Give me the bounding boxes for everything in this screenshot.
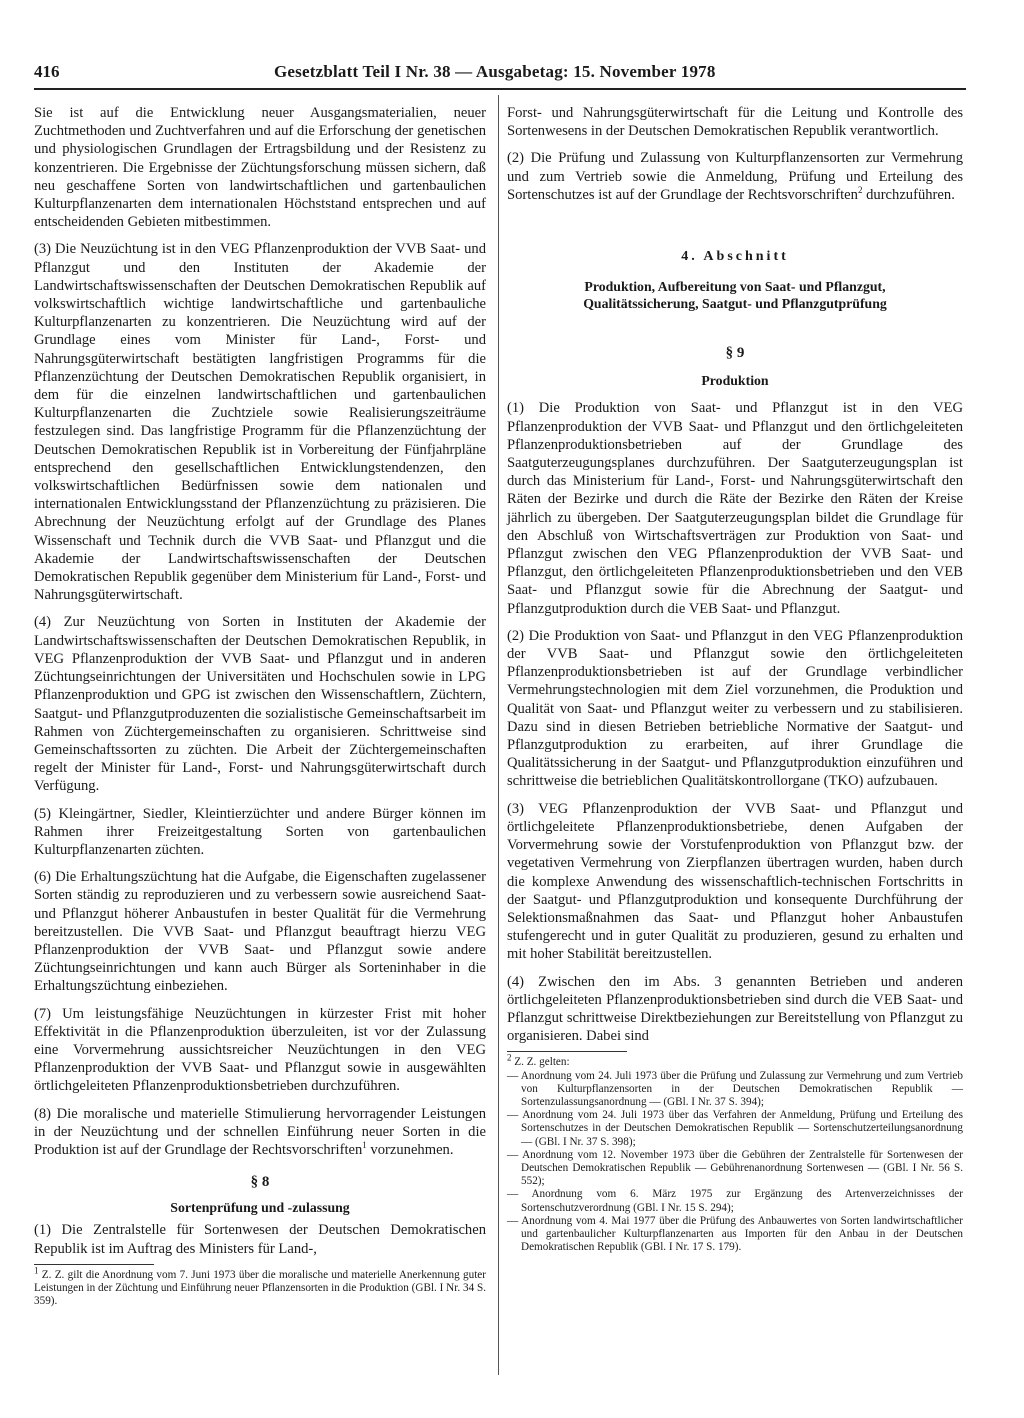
paragraph-2-text: (2) Die Prüfung und Zulassung von Kulturpflanzensorten zur Vermehrung und zum Vertrieb sowie die Anmeldung, Prüfung und Erteilung des Sortenschutzes ist auf der Grundlage der Rechtsvorschriften: [507, 150, 963, 203]
left-column: [34, 104, 486, 1308]
paragraph: (1) Die Zentralstelle für Sortenwesen der Deutschen Demokratischen Republik ist im Auftrag des Ministers für Land-,: [34, 1222, 486, 1257]
paragraph: (2) Die Produktion von Saat- und Pflanzgut in den VEG Pflanzenproduktion der VVB Saat- und Pflanzgut sowie den örtlichgeleiteten Pflanzenproduktionsbetrieben ist auf der Grundlage verbindlicher Vermehrungstechnologien mit dem Ziel vorzunehmen, die Produktion und Qualität von Saat- und Pflanzgut weiter zu verbessern und zu stabilisieren. Dazu sind in diesen Betrieben betriebliche Normative der Saatgut- und Pflanzgutproduktion zu erarbeiten, auf ihrer Grundlage die Qualitätssicherung in der Saatgut- und Pflanzgutproduktion einzuführen und schrittweise die betrieblichen Qualitätskontrollorgane (TKO) aufzubauen.: [507, 627, 963, 790]
paragraph: (4) Zwischen den im Abs. 3 genannten Betrieben und anderen örtlichgeleiteten Pflanzenproduktionsbetrieben sind durch die VEB Saat- und Pflanzgut schrittweise Direktbeziehungen zur Bereitstellung von Pflanzgut zu organisieren. Dabei sind: [507, 973, 963, 1045]
section-8-number: § 8: [250, 1174, 270, 1191]
section-8-title: Sortenprüfung und -zulassung: [170, 1200, 350, 1216]
footnote-list-item: — Anordnung vom 4. Mai 1977 über die Prüfung des Anbauwertes von Sorten landwirtschaftlicher und gartenbaulicher Kulturpflanzenarten aus Importen für den Anbau in der Deutschen Demokratischen Republik (GBl. I Nr. 17 S. 179).: [507, 1214, 963, 1254]
paragraph: (4) Zur Neuzüchtung von Sorten in Instituten der Akademie der Landwirtschaftswissenschaften der Deutschen Demokratischen Republik, in VEG Pflanzenproduktion der VVB Saat- und Pflanzgut und in anderen Züchtungseinrichtungen der Universitäten und Hochschulen sowie in LPG Pflanzenproduktion und GPG ist zwischen den Wissenschaftlern, Züchtern, Saatgut- und Pflanzgutproduzenten die sozialistische Gemeinschaftsarbeit im Rahmen von Züchtergemeinschaften zu organisieren. Schrittweise sind Gemeinschaftssorten zu züchten. Die Arbeit der Züchtergemeinschaften regelt der Minister für Land-, Forst- und Nahrungsgüterwirtschaft durch Verfügung.: [34, 614, 486, 795]
page-number: 416: [34, 62, 60, 81]
right-column: [507, 104, 963, 1254]
paragraph-8-end: vorzunehmen.: [366, 1141, 454, 1158]
column-divider: [498, 95, 499, 1375]
section-9-number: § 9: [725, 345, 745, 362]
paragraph: (7) Um leistungsfähige Neuzüchtungen in kürzester Frist mit hoher Effektivität in die Pflanzenproduktion überzuleiten, ist vor der Zulassung eine Vorvermehrung aussichtsreicher Neuzüchtungen in den VEG Pflanzenproduktion der VVB Saat- und Pflanzgut sowie in ausgewählten örtlichgeleiteten Pflanzenproduktionsbetrieben durchzuführen.: [34, 1005, 486, 1095]
paragraph-2-end: durchzuführen.: [862, 186, 955, 203]
footnote-marker: 2: [507, 1052, 512, 1063]
page-header: [34, 62, 992, 88]
footnote-list-item: — Anordnung vom 6. März 1975 zur Ergänzung des Artenverzeichnisses der Sortenschutzverordnung (GBl. I Nr. 15 S. 294);: [507, 1188, 963, 1214]
paragraph: (6) Die Erhaltungszüchtung hat die Aufgabe, die Eigenschaften zugelassener Sorten ständig zu reproduzieren und zu verbessern sowie ausreichend Saat- und Pflanzgut höherer Anbaustufen in bester Qualität für die Vermehrung bereitzustellen. Die VVB Saat- und Pflanzgut beauftragt hierzu VEG Pflanzenproduktion der VVB Saat- und Pflanzgut sowie andere Züchtungseinrichtungen und kann auch Bürger als Sorteninhaber in die Erhaltungszüchtung einbeziehen.: [34, 869, 486, 995]
footnote-1: [34, 1265, 486, 1309]
section-9-title: Produktion: [701, 373, 769, 389]
paragraph-2: [507, 149, 963, 204]
paragraph-8-text: (8) Die moralische und materielle Stimulierung hervorragender Leistungen in der Neuzüchtung und der schnellen Einführung neuer Sorten in die Produktion ist auf der Grundlage der Rechtsvorschriften: [34, 1105, 486, 1158]
footnote-ref-1: 1: [362, 1140, 367, 1151]
footnote-2-intro-text: Z. Z. gelten:: [511, 1056, 570, 1069]
chapter-label: 4. Abschnitt: [681, 249, 789, 265]
gazette-title: Gesetzblatt Teil I Nr. 38 — Ausgabetag: 15. November 1978: [274, 62, 716, 81]
footnote-list-item: — Anordnung vom 24. Juli 1973 über die Prüfung und Zulassung zur Vermehrung und zum Vertrieb von Kulturpflanzensorten in der Deutschen Demokratischen Republik — Sortenzulassungsanordnung — (GBl. I Nr. 37 S. 394);: [507, 1069, 963, 1108]
paragraph: Forst- und Nahrungsgüterwirtschaft für die Leitung und Kontrolle des Sortenwesens in der Deutschen Demokratischen Republik verantwortlich.: [507, 105, 963, 140]
paragraph: (1) Die Produktion von Saat- und Pflanzgut ist in den VEG Pflanzenproduktion der VVB Saat- und Pflanzgut und den örtlichgeleiteten Pflanzenproduktionsbetrieben auf der Grundlage des Saatguterzeugungsplanes durchzuführen. Der Saatguterzeugungsplan ist durch das Ministerium für Land-, Forst- und Nahrungsgüterwirtschaft den Räten der Bezirke und durch die Räte der Bezirke den Räten der Kreise jährlich zu übergeben. Der Saatguterzeugungsplan bildet die Grundlage für den Abschluß von Wirtschaftsverträgen zur Produktion von Saat- und Pflanzgut zwischen den VEG Pflanzenproduktion der VVB Saat- und Pflanzgut, den örtlichgeleiteten Pflanzenproduktionsbetrieben und den VEB Saat- und Pflanzgut sowie für die Abrechnung der Saatgut- und Pflanzgutproduktion durch die VEB Saat- und Pflanzgut.: [507, 400, 963, 617]
paragraph: (5) Kleingärtner, Siedler, Kleintierzüchter und andere Bürger können im Rahmen ihrer Freizeitgestaltung Sorten von gartenbaulichen Kulturpflanzenarten züchten.: [34, 805, 486, 858]
footnote-marker: 1: [34, 1265, 39, 1276]
paragraph: (3) VEG Pflanzenproduktion der VVB Saat- und Pflanzgut und örtlichgeleitete Pflanzenproduktionsbetriebe, denen Aufgaben der Vorvermehrung sowie der Vorstufenproduktion von Pflanzgut bzw. der vegetativen Vermehrung von Zierpflanzen übertragen wurden, haben durch die komplexe Anwendung des wissenschaftlich-technischen Fortschritts in der Saatgut- und Pflanzgutproduktion und konsequente Durchführung der Selektionsmaßnahmen das Saat- und Pflanzgut hoher Anbaustufen stufengerecht und in guter Qualität zu produzieren, gesund zu erhalten und mit hoher Stabilität bereitzustellen.: [507, 800, 963, 963]
paragraph-8: [34, 1105, 486, 1160]
footnote-list-item: — Anordnung vom 24. Juli 1973 über das Verfahren der Anmeldung, Prüfung und Erteilung des Sortenschutzes in der Deutschen Demokratischen Republik — Sortenschutzerteilungsanordnung — (GBl. I Nr. 37 S. 398);: [507, 1109, 963, 1148]
paragraph: (3) Die Neuzüchtung ist in den VEG Pflanzenproduktion der VVB Saat- und Pflanzgut und den Instituten der Akademie der Landwirtschaftswissenschaften der Deutschen Demokratischen Republik auf volkswirtschaftlich wichtige landwirtschaftliche und gartenbauliche Kulturpflanzenarten zu konzentrieren. Die Neuzüchtung wird auf der Grundlage eines vom Minister für Land-, Forst- und Nahrungsgüterwirtschaft bestätigten langfristigen Programms für die Pflanzenzüchtung der Deutschen Demokratischen Republik organisiert, in dem für die einzelnen landwirtschaftlichen und gartenbaulichen Kulturpflanzenarten die Zuchtziele sowie Realisierungszeiträume festzulegen sind. Das langfristige Programm für die Pflanzenzüchtung der Deutschen Demokratischen Republik ist in Vorbereitung der Fünfjahrpläne entsprechend den gesellschaftlichen Entwicklungstendenzen, den volkswirtschaftlichen Bedürfnissen sowie dem nationalen und internationalen Entwicklungsstand der Pflanzenzüchtung zu präzisieren. Die Abrechnung der Neuzüchtung erfolgt auf der Grundlage des Planes Wissenschaft und Technik durch die VVB Saat- und Pflanzgut und die Akademie der Landwirtschaftswissenschaften der Deutschen Demokratischen Republik gegenüber dem Ministerium für Land-, Forst- und Nahrungsgüterwirtschaft.: [34, 241, 486, 604]
footnote-2-intro: [507, 1052, 963, 1069]
footnote-list-item: — Anordnung vom 12. November 1973 über die Gebühren der Zentralstelle für Sortenwesen der Deutschen Demokratischen Republik — Gebührenanordnung Sortenwesen — (GBl. I Nr. 56 S. 552);: [507, 1148, 963, 1188]
header-rule: [34, 88, 966, 90]
footnote-rule: [34, 1264, 154, 1265]
footnote-rule: [507, 1051, 627, 1052]
footnote-1-text: Z. Z. gilt die Anordnung vom 7. Juni 1973 über die moralische und materielle Anerkennung guter Leistungen in der Züchtung und Einführung neuer Pflanzensorten in die Produktion (GBl. I Nr. 34 S. 359).: [34, 1268, 486, 1308]
chapter-title: Produktion, Aufbereitung von Saat- und Pflanzgut, Qualitätssicherung, Saatgut- und Pflanzgutprüfung: [583, 279, 887, 312]
paragraph: Sie ist auf die Entwicklung neuer Ausgangsmaterialien, neuer Zuchtmethoden und Zuchtverfahren und auf die Erforschung der genetischen und physiologischen Grundlagen der Ertragsbildung und der Resistenz zu konzentrieren. Die Ergebnisse der Züchtungsforschung müssen sichern, daß neu geschaffene Sorten von landwirtschaftlichen und gartenbaulichen Kulturpflanzenarten dem internationalen Höchststand entsprechen und auf entscheidenden Gebieten mitbestimmen.: [34, 105, 486, 231]
footnote-ref-2: 2: [857, 184, 863, 195]
